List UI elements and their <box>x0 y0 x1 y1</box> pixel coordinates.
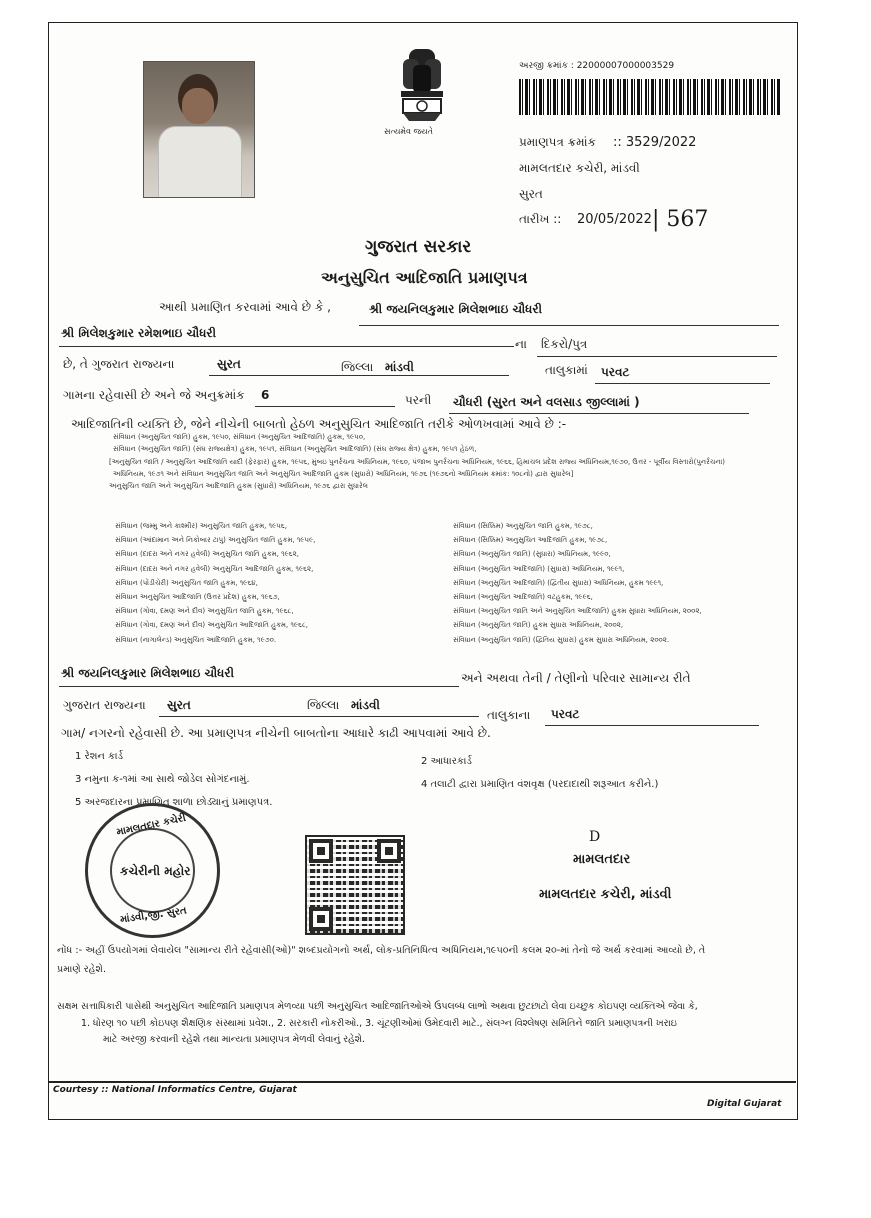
order-line: સંવિધાન (અનુસુચિત આદિજાતિ) (દ્વિતીય સુધારા) અધિનિયમ, હુકમ ૧૯૯૧, <box>453 578 664 587</box>
order-line: સંવિધાન (અનુસુચિત જાતિ અને અનુસુચિત આદિજાતિ) હુકમ સુધારા અધિનિયમ, ૨૦૦૨, <box>453 607 702 616</box>
authority-line: સક્ષમ સત્તાધિકારી પાસેથી અનુસુચિત આદિજાતિ પ્રમાણપત્ર મેળવ્યા પછી અનુસુચિત આદિજાતિઓએ ઉપલબ્ધ લાભો અથવા છુટછાટો લેવા ઇચ્છુક કોઇપણ વ્યક્તિએ જેવા કે, <box>57 1001 698 1012</box>
recognition-text: આદિજાતિની વ્યક્તિ છે, જેને નીચેની બાબતો હેઠળ અનુસુચિત આદિજાતિ તરીકે ઓળખવામાં આવે છે :- <box>71 417 567 431</box>
state-text: છે, તે ગુજરાત રાજ્યના <box>63 357 175 371</box>
applicant-name: શ્રી જયનિલકુમાર મિલેશભાઇ ચૌધરી <box>369 302 543 316</box>
certificate-page <box>48 22 798 1120</box>
date-value: 20/05/2022 <box>577 212 652 227</box>
order-line: અધિનિયમ, ૧૯૭૧ અને સંવિધાન અનુસુચિત જાતિ અને અનુસુચિત આદિજાતિ હુકમ (સુધારો) અધિનિયમ, ૧૯૭૬ (૧૯૭૬નો અધિનિયમ ક્રમાંક: ૧૦૮નો) દ્વારા સુધારેલ] <box>113 469 574 478</box>
village: પરવટ <box>601 365 630 379</box>
relation: દિકરો/પુત્ર <box>541 337 588 351</box>
order-line: સંવિધાન (અનુસુચિત આદિજાતિ) (સુધારા) અધિનિયમ, ૧૯૯૧, <box>453 564 625 573</box>
note-line: પ્રમાણે રહેશે. <box>57 964 106 975</box>
basis-item: 3 નમુના ક-૧માં આ સાથે જોડેલ સોગંદનામું. <box>75 774 250 785</box>
second-village: પરવટ <box>551 707 580 721</box>
certificate-title: અનુસુચિત આદિજાતિ પ્રમાણપત્ર <box>321 268 528 287</box>
order-line: સંવિધાન (ગોવા, દમણ અને દીવ) અનુસુચિત આદિજાતિ હુકમ, ૧૯૬૮, <box>115 621 309 630</box>
tribe: ચૌધરી (સુરત અને વલસાડ જીલ્લામાં ) <box>453 395 640 409</box>
qr-code <box>305 835 405 935</box>
order-line: સંવિધાન (અનુસુચિત જાતિ) હુકમ સુધારા અધિનિયમ, ૨૦૦૨, <box>453 621 624 630</box>
courtesy-text: Courtesy :: National Informatics Centre, Gujarat <box>53 1085 297 1095</box>
second-taluka: માંડવી <box>351 698 380 712</box>
order-line: અનુસુચિત જાતિ અને અનુસુચિત આદિજાતિ હુકમ (સુધારો) અધિનિયમ, ૧૯૭૬ દ્વારા સુધારેલ <box>109 482 368 491</box>
order-line: સંવિધાન (અનુસુચિત આદિજાતિ) વટહુકમ, ૧૯૯૬, <box>453 593 593 602</box>
second-resident-text: ગામ/ નગરનો રહેવાસી છે. આ પ્રમાણપત્ર નીચેની બાબતોના આધારે કાઢી આપવામાં આવે છે. <box>61 726 491 740</box>
certify-text: આથી પ્રમાણિત કરવામાં આવે છે કે , <box>159 300 331 314</box>
order-line: સંવિધાન (આંદામાન અને નિકોબાર ટાપુ) અનુસુચિત જાતિ હુકમ, ૧૯૫૯, <box>115 536 316 545</box>
emblem-caption: સત્યમેવ જયતે <box>384 127 433 136</box>
order-line: સંવિધાન (નાગાલેન્ડ) અનુસુચિત આદિજાતિ હુકમ, ૧૯૭૦. <box>115 635 277 644</box>
applicant-photo <box>143 61 255 198</box>
basis-item: 2 આધારકાર્ડ <box>421 756 472 767</box>
order-line: સંવિધાન (અનુસુચિત જાતિ) હુકમ, ૧૯૫૦, સંવિધાન (અનુસુચિત આદિજાતિ) હુકમ, ૧૯૫૦, <box>113 433 366 441</box>
serial-number: 6 <box>261 388 270 402</box>
authority-line: 1. ધોરણ ૧૦ પછી કોઇપણ શૈક્ષણિક સંસ્થામાં પ્રવેશ., 2. સરકારી નોકરીઓ., 3. ચૂંટણીઓમાં ઉમેદવારી માટે., સંલગ્ન વિશ્લેષણ સમિતિને જાતિ પ્રમાણપત્રની ખરાઇ <box>81 1018 677 1029</box>
barcode <box>519 79 781 115</box>
digital-gujarat-text: Digital Gujarat <box>707 1099 782 1109</box>
order-line: સંવિધાન (અનુસુચિત જાતિ) (દ્વિતિય સુધારા) હુકમ સુધારા અધિનિયમ, ૨૦૦૨. <box>453 635 670 644</box>
orders-block <box>109 431 793 492</box>
signature-office: મામલતદાર કચેરી, માંડવી <box>539 887 672 902</box>
seal-center-text: કચેરીની મહોર <box>120 864 191 878</box>
signature-initial: D <box>589 829 601 845</box>
per-text: પરની <box>405 393 432 407</box>
order-line: સંવિધાન (અનુસુચિત જાતિ) (સંઘ રાજ્યક્ષેત્ર) હુકમ, ૧૯૫૧, સંવિધાન (અનુસુચિત આદિજાતિ) (સંઘ રાજ્ય ક્ષેત્ર) હુકમ, ૧૯૫૧ હેઠળ, <box>113 445 477 454</box>
second-state-text: ગુજરાત રાજ્યના <box>63 698 146 712</box>
certificate-number: :: 3529/2022 <box>613 135 697 150</box>
taluka-label: તાલુકામાં <box>545 363 588 377</box>
order-line: સંવિધાન (જમ્મુ અને કાશ્મીર) અનુસુચિત જાતિ હુકમ, ૧૯૫૬, <box>115 522 287 530</box>
of-label: ના <box>515 337 527 351</box>
order-line: સંવિધાન (ગોવા, દમણ અને દીવ) અનુસુચિત જાતિ હુકમ, ૧૯૬૮, <box>115 607 294 616</box>
signature-designation: મામલતદાર <box>573 852 631 867</box>
order-line: સંવિધાન (અનુસુચિત જાતિ) (સુધારા) અધિનિયમ, ૧૯૯૦, <box>453 550 611 559</box>
basis-item: 1 રેશન કાર્ડ <box>75 751 124 762</box>
order-line: સંવિધાન (પોંડીચેરી) અનુસુચિત જાતિ હુકમ, ૧૯૬૪, <box>115 578 258 587</box>
second-district-label: જિલ્લા <box>307 698 340 712</box>
second-taluka-label: તાલુકાના <box>487 708 531 722</box>
national-emblem-icon <box>389 45 455 135</box>
basis-item: 4 તલાટી દ્વારા પ્રમાણિત વંશવૃક્ષ (પરદાદાથી શરૂઆત કરીને.) <box>421 779 659 790</box>
authority-line: માટે અરજી કરવાની રહેશે તથા માન્યતા પ્રમાણપત્ર મેળવી લેવાનું રહેશે. <box>103 1034 365 1045</box>
handwritten-number: | 567 <box>652 207 709 232</box>
application-number: અરજી ક્રમાંક : 22000007000003529 <box>519 61 675 71</box>
order-line: સંવિધાન (દાદરા અને નગર હવેલી) અનુસુચિત જાતિ હુકમ, ૧૯૬૨, <box>115 550 299 559</box>
seal-ring-text: મામલતદાર કચેરી <box>115 812 187 839</box>
order-line: સંવિધાન (દાદરા અને નગર હવેલી) અનુસુચિત આદિજાતિ હુકમ, ૧૯૬૨, <box>115 564 314 573</box>
orders-left-column <box>115 519 435 647</box>
family-text: અને અથવા તેની / તેણીનો પરિવાર સામાન્ય રીતે <box>461 671 691 685</box>
seal-bottom-text: માંડવી,જી. સુરત <box>119 905 188 926</box>
order-line: [અનુસુચિત જાતિ / અનુસુચિત આદિજાતિ યાદી (ફેરફાર) હુકમ, ૧૯૫૬, મુંબઇ પુનર્રચના અધિનિયમ, ૧૯૬૦, પંજાબ પુનર્રચના અધિનિયમ, ૧૯૬૬, હિમાચલ પ્રદેશ રાજ્ય અધિનિયમ,૧૯૭૦, ઉત્તર - પૂર્વીય વિસ્તારો(પુનર્રચના) <box>109 457 726 466</box>
taluka: માંડવી <box>385 360 414 374</box>
order-line: સંવિધાન અનુસુચિત આદિજાતિ (ઉત્તર પ્રદેશ) હુકમ, ૧૯૬૭, <box>115 593 280 602</box>
basis-item: 5 અરજદારના પ્રમાણિત શાળા છોડ્યાનું પ્રમાણપત્ર. <box>75 797 273 808</box>
certificate-number-label: પ્રમાણપત્ર ક્રમાંક <box>519 135 597 149</box>
date-label: તારીખ :: <box>519 212 562 226</box>
note-line: નોંધ :- અહીં ઉપયોગમાં લેવાયેલ "સામાન્ય રીતે રહેવાસી(ઓ)" શબ્દપ્રયોગનો અર્થ, લોક-પ્રતિનિધિત્વ અધિનિયમ,૧૯૫૦ની કલમ ૨૦-માં તેનો જે અર્થ કરવામાં આવ્યો છે, તે <box>57 945 706 956</box>
orders-right-column <box>453 519 783 647</box>
order-line: સંવિધાન (સિક્કિમ) અનુસુચિત આદિજાતિ હુકમ, ૧૯૭૮, <box>453 536 608 545</box>
second-name: શ્રી જયનિલકુમાર મિલેશભાઇ ચૌધરી <box>61 666 235 680</box>
district-line: સુરત <box>519 187 543 201</box>
district-label: જિલ્લા <box>341 360 374 374</box>
parent-name: શ્રી મિલેશકુમાર રમેશભાઇ ચૌધરી <box>61 326 217 340</box>
office-seal <box>85 803 220 938</box>
order-line: સંવિધાન (સિક્કિમ) અનુસુચિત જાતિ હુકમ, ૧૯૭૮, <box>453 522 593 530</box>
barcode-block <box>519 61 789 125</box>
second-district: સુરત <box>167 698 191 712</box>
government-title: ગુજરાત સરકાર <box>365 237 472 257</box>
office-line: મામલતદાર કચેરી, માંડવી <box>519 161 640 175</box>
district: સુરત <box>217 357 241 371</box>
resident-text: ગામના રહેવાસી છે અને જે અનુક્રમાંક <box>63 388 245 402</box>
